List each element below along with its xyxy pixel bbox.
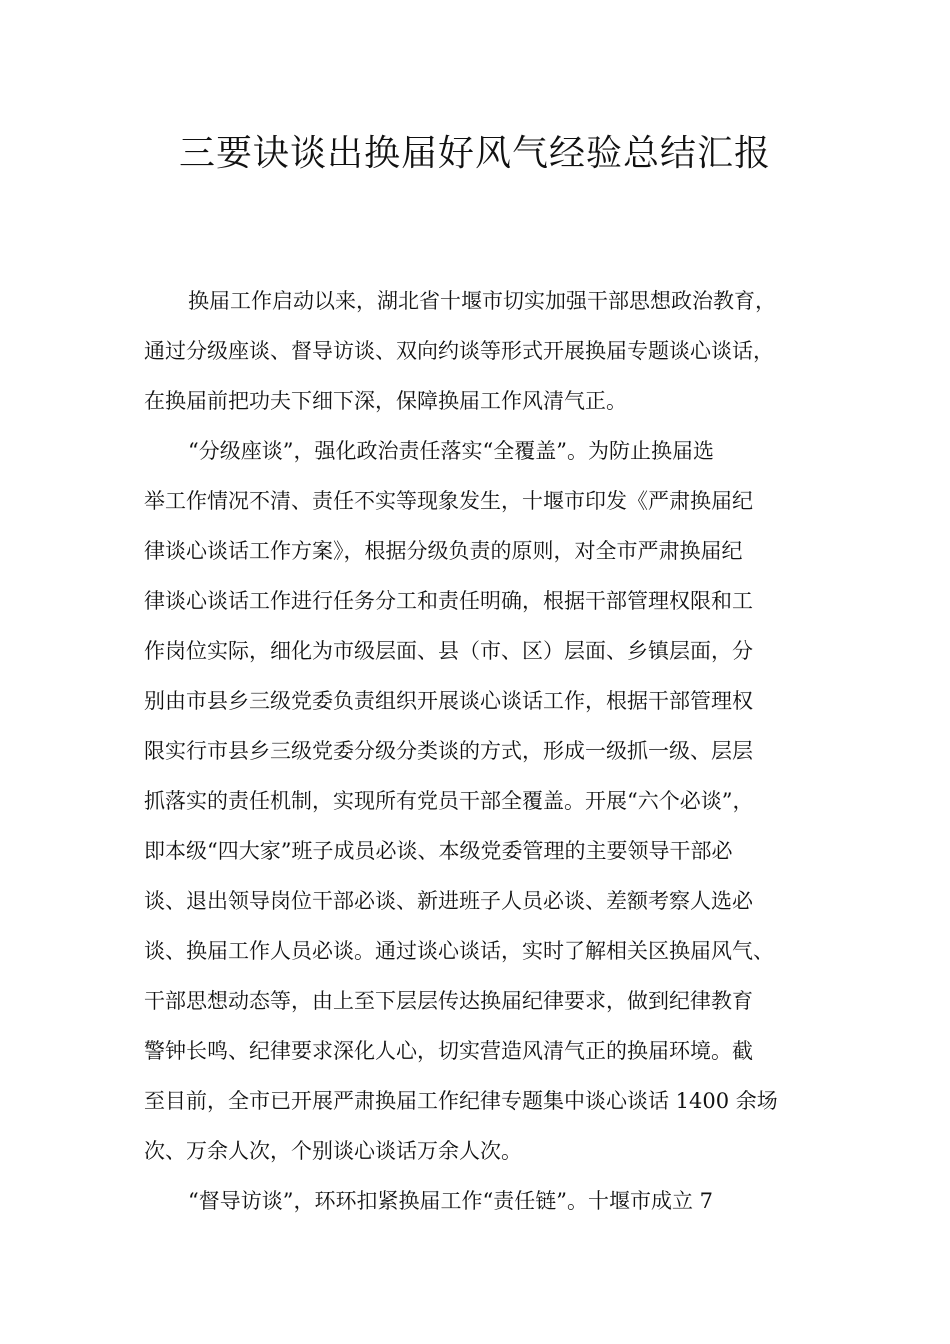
paragraph-3-line-1: “督导访谈”，环环扣紧换届工作“责任链”。十堰市成立 7 — [188, 1189, 713, 1213]
paragraph-2-line-5: 作岗位实际，细化为市级层面、县（市、区）层面、乡镇层面，分 — [144, 639, 753, 663]
paragraph-1-line-2: 通过分级座谈、督导访谈、双向约谈等形式开展换届专题谈心谈话， — [144, 339, 774, 363]
paragraph-2-line-14: 至目前，全市已开展严肃换届工作纪律专题集中谈心谈话 1400 余场 — [144, 1089, 778, 1113]
document-title: 三要诀谈出换届好风气经验总结汇报 — [178, 133, 771, 174]
paragraph-2-line-15: 次、万余人次，个别谈心谈话万余人次。 — [144, 1139, 522, 1163]
paragraph-2-line-3: 律谈心谈话工作方案》，根据分级负责的原则，对全市严肃换届纪 — [144, 539, 743, 563]
paragraph-2-line-13: 警钟长鸣、纪律要求深化人心，切实营造风清气正的换届环境。截 — [144, 1039, 753, 1063]
paragraph-2-line-10: 谈、退出领导岗位干部必谈、新进班子人员必谈、差额考察人选必 — [144, 889, 753, 913]
paragraph-1-line-1: 换届工作启动以来，湖北省十堰市切实加强干部思想政治教育， — [188, 289, 776, 313]
paragraph-2-line-4: 律谈心谈话工作进行任务分工和责任明确，根据干部管理权限和工 — [144, 589, 753, 613]
paragraph-2-line-2: 举工作情况不清、责任不实等现象发生，十堰市印发《严肃换届纪 — [144, 489, 753, 513]
paragraph-2-line-11: 谈、换届工作人员必谈。通过谈心谈话，实时了解相关区换届风气、 — [144, 939, 774, 963]
paragraph-2-line-9: 即本级“四大家”班子成员必谈、本级党委管理的主要领导干部必 — [144, 839, 733, 863]
paragraph-2-line-6: 别由市县乡三级党委负责组织开展谈心谈话工作，根据干部管理权 — [144, 689, 753, 713]
paragraph-2-line-7: 限实行市县乡三级党委分级分类谈的方式，形成一级抓一级、层层 — [144, 739, 753, 763]
document-body — [144, 276, 824, 1226]
paragraph-1-line-3: 在换届前把功夫下细下深，保障换届工作风清气正。 — [144, 389, 627, 413]
paragraph-2-line-8: 抓落实的责任机制，实现所有党员干部全覆盖。开展“六个必谈”， — [144, 789, 754, 813]
paragraph-2-line-12: 干部思想动态等，由上至下层层传达换届纪律要求，做到纪律教育 — [144, 989, 753, 1013]
paragraph-2-line-1: “分级座谈”，强化政治责任落实“全覆盖”。为防止换届选 — [188, 439, 714, 463]
